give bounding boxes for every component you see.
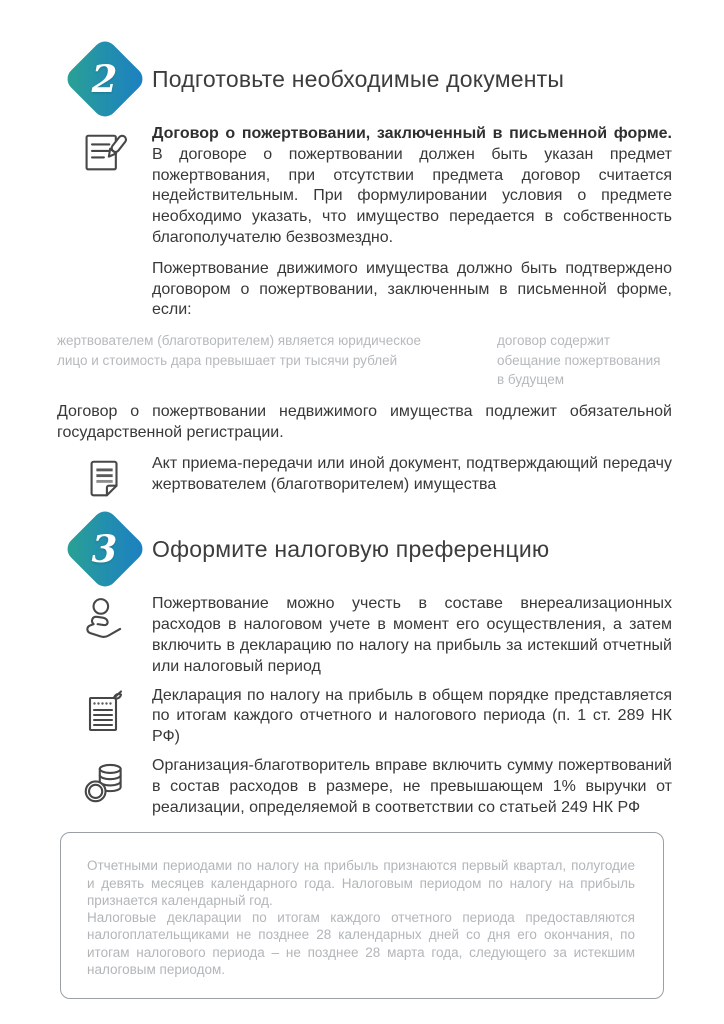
- note-paragraph-2: Налоговые декларации по итогам каждого отчетного периода предоставляются налогоплательщиками не позднее 28 календарных дней со дня его окончания, по итогам налогового периода – не позднее 28 марта года, следующего за истекшим налоговым периодом.: [87, 910, 635, 978]
- hand-coin-icon: [80, 596, 130, 646]
- tax-item-1-text: Пожертвование можно учесть в составе внереализационных расходов в налоговом учете в момент его осуществления, а затем включить в декларацию по налогу на прибыль за истекший отчетный или налоговый период: [152, 595, 672, 675]
- note-paragraph-1: Отчетными периодами по налогу на прибыль признаются первый квартал, полугодие и девять месяцев календарного года. Налоговым периодом по налогу на прибыль признается календарный год.: [87, 858, 635, 908]
- contract-lead: Договор о пожертвовании, заключенный в письменной форме.: [152, 125, 672, 142]
- step-3-title: Оформите налоговую преференцию: [152, 535, 550, 562]
- tax-item-3: [57, 756, 672, 818]
- tax-item-1: [57, 594, 672, 677]
- document-lines-icon: [82, 456, 128, 502]
- tax-item-3-icon-cell: [57, 756, 152, 818]
- diamond-shape: [62, 37, 147, 122]
- step-3-number: 3: [91, 526, 118, 571]
- tax-item-2: [57, 686, 672, 748]
- contract-text: [152, 124, 672, 249]
- tax-item-2-icon-cell: [57, 686, 152, 748]
- act-text: Акт приема-передачи или иной документ, подтверждающий передачу жертвователем (благотворителем) имущества: [152, 455, 672, 494]
- contract-item: [57, 124, 672, 249]
- immovable-paragraph: Договор о пожертвовании недвижимого имущества подлежит обязательной государственной регистрации.: [57, 402, 672, 441]
- notepad-pin-icon: [81, 688, 129, 736]
- conditions-columns: [57, 331, 664, 390]
- tax-item-3-text: Организация-благотворитель вправе включить сумму пожертвований в состав расходов в размере, не превышающем 1% выручки от реализации, определяемой в соответствии со статьей 249 НК РФ: [152, 757, 672, 816]
- diamond-shape: [62, 507, 147, 592]
- movable-paragraph: Пожертвование движимого имущества должно быть подтверждено договором о пожертвовании, заключенным в письменной форме, если:: [152, 259, 672, 319]
- coins-icon: [80, 758, 130, 808]
- step-2-title: Подготовьте необходимые документы: [152, 65, 565, 92]
- contract-body: В договоре о пожертвовании должен быть указан предмет пожертвования, при отсутствии предмета договор считается недействительным. При формулировании условия о предмете необходимо указать, что имущество передается в собственность благополучателю безвозмездно.: [152, 145, 672, 246]
- tax-item-2-text: Декларация по налогу на прибыль в общем порядке представляется по итогам каждого отчетного и налогового периода (п. 1 ст. 289 НК РФ): [152, 686, 672, 746]
- act-icon-cell: [57, 454, 152, 502]
- act-item: [57, 454, 672, 502]
- step-2-number: 2: [91, 56, 118, 101]
- note-box: [60, 832, 664, 999]
- step-2-header: [57, 36, 672, 122]
- tax-item-1-icon-cell: [57, 594, 152, 677]
- contract-icon-cell: [57, 124, 152, 249]
- step-2-badge: [57, 36, 152, 122]
- condition-right: договор содержит обещание пожертвования в будущем: [497, 333, 661, 388]
- condition-left: жертвователем (благотворителем) является юридическое лицо и стоимость дара превышает три тысячи рублей: [57, 333, 422, 368]
- step-3-header: [57, 506, 672, 592]
- step-3-badge: [57, 506, 152, 592]
- document-pen-icon: [79, 126, 131, 178]
